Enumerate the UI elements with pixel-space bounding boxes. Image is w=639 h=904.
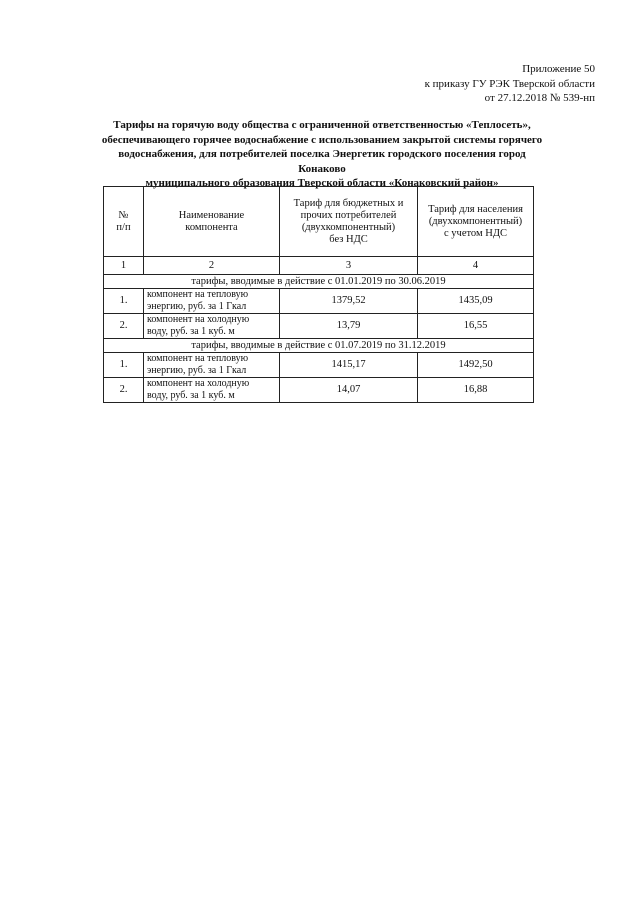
period-row bbox=[104, 339, 534, 353]
component-text: воду, руб. за 1 куб. м bbox=[147, 390, 235, 401]
period-label: тарифы, вводимые в действие с 01.07.2019 по 31.12.2019 bbox=[104, 339, 534, 353]
component-name bbox=[144, 353, 280, 378]
header-component-name bbox=[144, 187, 280, 257]
row-number: 1. bbox=[104, 289, 144, 314]
appendix-order: к приказу ГУ РЭК Тверской области bbox=[424, 77, 595, 90]
header-text: Тариф для населения bbox=[428, 203, 523, 215]
column-number: 1 bbox=[104, 257, 144, 275]
component-name bbox=[144, 289, 280, 314]
table-row bbox=[104, 378, 534, 403]
header-number bbox=[104, 187, 144, 257]
row-number: 2. bbox=[104, 378, 144, 403]
component-text: энергию, руб. за 1 Гкал bbox=[147, 301, 247, 312]
component-name bbox=[144, 314, 280, 339]
header-text: п/п bbox=[116, 221, 131, 233]
title-line: обеспечивающего горячее водоснабжение с использованием закрытой системы горячего bbox=[101, 133, 543, 146]
header-budget-tariff bbox=[280, 187, 418, 257]
column-number: 2 bbox=[144, 257, 280, 275]
header-text: (двухкомпонентный) bbox=[428, 215, 523, 227]
table-row bbox=[104, 289, 534, 314]
population-tariff-value: 1492,50 bbox=[418, 353, 534, 378]
title-line: Тарифы на горячую воду общества с ограниченной ответственностью «Теплосеть», bbox=[113, 119, 531, 131]
tariff-table bbox=[103, 186, 534, 403]
document-title bbox=[96, 118, 548, 191]
header-text: № bbox=[118, 209, 129, 221]
header-text: без НДС bbox=[329, 233, 368, 245]
budget-tariff-value: 14,07 bbox=[280, 378, 418, 403]
component-text: компонент на тепловую bbox=[147, 289, 249, 300]
header-text: с учетом НДС bbox=[444, 227, 507, 239]
header-text: (двухкомпонентный) bbox=[301, 221, 396, 233]
component-text: воду, руб. за 1 куб. м bbox=[147, 326, 235, 337]
appendix-reference bbox=[425, 62, 595, 106]
appendix-number: Приложение 50 bbox=[522, 63, 595, 75]
population-tariff-value: 16,88 bbox=[418, 378, 534, 403]
component-text: компонент на холодную bbox=[147, 378, 250, 389]
component-text: компонент на холодную bbox=[147, 314, 250, 325]
component-name bbox=[144, 378, 280, 403]
header-population-tariff bbox=[418, 187, 534, 257]
budget-tariff-value: 1415,17 bbox=[280, 353, 418, 378]
title-line: муниципального образования Тверской области «Конаковский район» bbox=[145, 177, 499, 189]
budget-tariff-value: 1379,52 bbox=[280, 289, 418, 314]
column-number: 4 bbox=[418, 257, 534, 275]
table-row bbox=[104, 314, 534, 339]
header-text: компонента bbox=[185, 221, 238, 233]
period-row bbox=[104, 275, 534, 289]
population-tariff-value: 16,55 bbox=[418, 314, 534, 339]
period-label: тарифы, вводимые в действие с 01.01.2019 по 30.06.2019 bbox=[104, 275, 534, 289]
row-number: 1. bbox=[104, 353, 144, 378]
budget-tariff-value: 13,79 bbox=[280, 314, 418, 339]
table-row bbox=[104, 353, 534, 378]
table-header-row bbox=[104, 187, 534, 257]
header-text: прочих потребителей bbox=[300, 209, 397, 221]
header-text: Наименование bbox=[178, 209, 245, 221]
component-text: компонент на тепловую bbox=[147, 353, 249, 364]
appendix-date: от 27.12.2018 № 539-нп bbox=[484, 92, 595, 104]
column-number-row bbox=[104, 257, 534, 275]
title-line: водоснабжения, для потребителей поселка Энергетик городского поселения город Конаково bbox=[118, 148, 526, 175]
header-text: Тариф для бюджетных и bbox=[293, 197, 404, 209]
population-tariff-value: 1435,09 bbox=[418, 289, 534, 314]
row-number: 2. bbox=[104, 314, 144, 339]
component-text: энергию, руб. за 1 Гкал bbox=[147, 365, 247, 376]
column-number: 3 bbox=[280, 257, 418, 275]
